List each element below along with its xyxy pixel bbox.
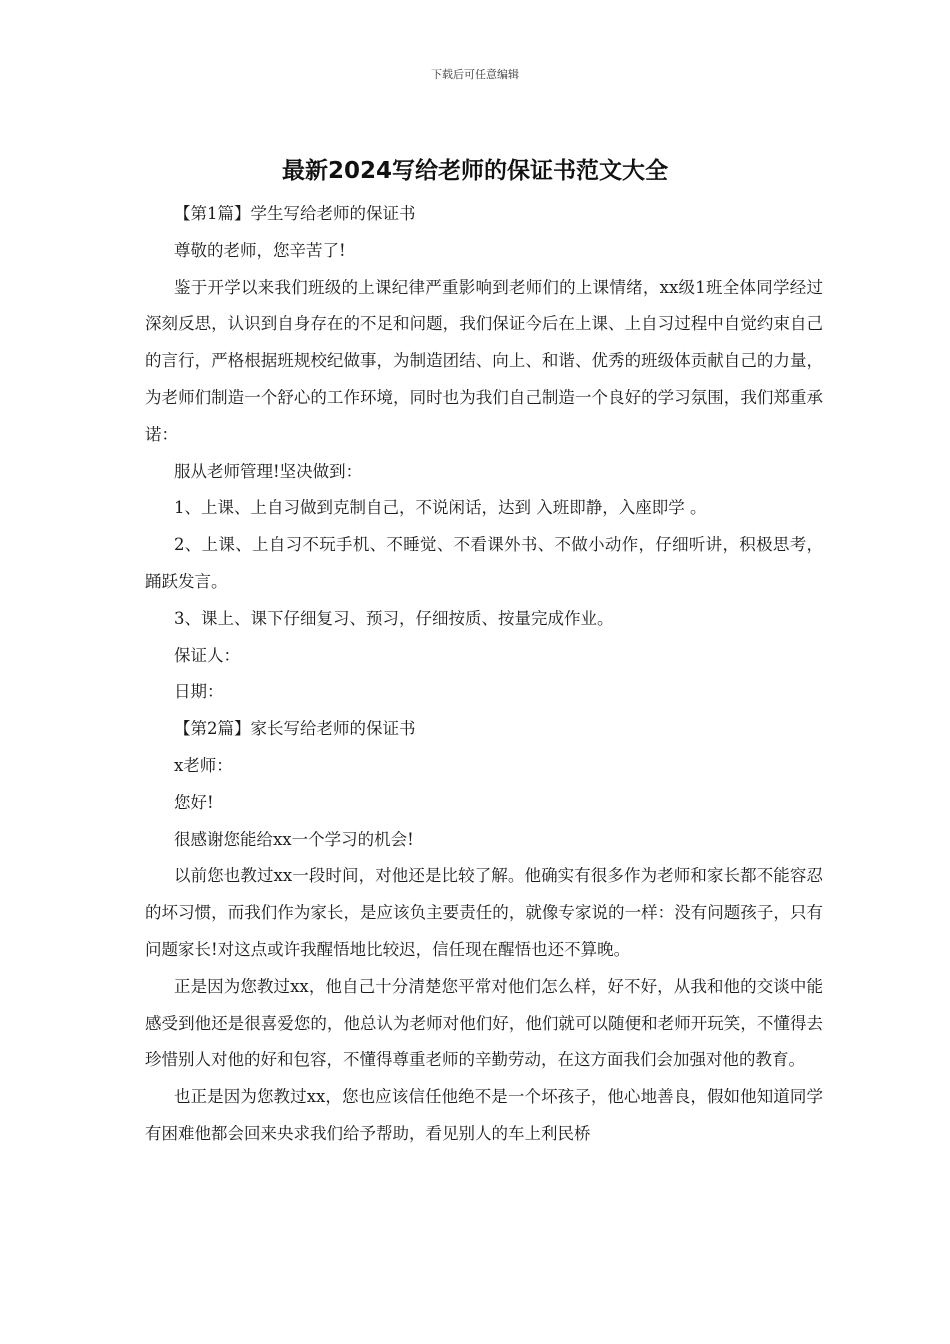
paragraph: 正是因为您教过xx，他自己十分清楚您平常对他们怎么样，好不好，从我和他的交谈中能感受到他还是很喜爱您的，他总认为老师对他们好，他们就可以随便和老师开玩笑，不懂得去珍惜别人对他的好和包容，不懂得尊重老师的辛勤劳动，在这方面我们会加强对他的教育。 <box>145 976 823 1070</box>
greeting: 您好! <box>174 792 214 812</box>
signature-line: 保证人： <box>174 645 240 665</box>
list-item: 2、上课、上自习不玩手机、不睡觉、不看课外书、不做小动作，仔细听讲，积极思考，踊跃发言。 <box>145 535 823 591</box>
list-item: 1、上课、上自习做到克制自己，不说闲话，达到 入班即静，入座即学 。 <box>174 498 707 518</box>
date-line: 日期： <box>174 682 224 702</box>
paragraph: 也正是因为您教过xx，您也应该信任他绝不是一个坏孩子，他心地善良，假如他知道同学有困难他都会回来央求我们给予帮助，看见别人的车上利民桥 <box>145 1087 823 1143</box>
paragraph: 以前您也教过xx一段时间，对他还是比较了解。他确实有很多作为老师和家长都不能容忍的坏习惯，而我们作为家长，是应该负主要责任的，就像专家说的一样：没有问题孩子，只有问题家长!对这点或许我醒悟地比较迟，信任现在醒悟也还不算晚。 <box>145 866 823 959</box>
paragraph: 很感谢您能给xx一个学习的机会! <box>174 829 414 849</box>
document-title: 最新2024写给老师的保证书范文大全 <box>281 158 668 184</box>
paragraph: 鉴于开学以来我们班级的上课纪律严重影响到老师们的上课情绪，xx级1班全体同学经过深刻反思，认识到自身存在的不足和问题，我们保证今后在上课、上自习过程中自觉约束自己的言行，严格根据班规校纪做事，为制造团结、向上、和谐、优秀的班级体贡献自己的力量，为老师们制造一个舒心的工作环境，同时也为我们自己制造一个良好的学习氛围，我们郑重承诺： <box>145 277 823 444</box>
section-heading-1: 【第1篇】学生写给老师的保证书 <box>174 204 416 223</box>
document-body <box>145 196 823 1153</box>
section-heading-2: 【第2篇】家长写给老师的保证书 <box>174 719 416 739</box>
salutation: 尊敬的老师，您辛苦了! <box>174 240 346 260</box>
header-note: 下载后可任意编辑 <box>431 68 519 81</box>
paragraph: 服从老师管理!坚决做到： <box>174 461 363 481</box>
salutation: x老师： <box>174 755 233 775</box>
list-item: 3、课上、课下仔细复习、预习，仔细按质、按量完成作业。 <box>174 608 614 628</box>
